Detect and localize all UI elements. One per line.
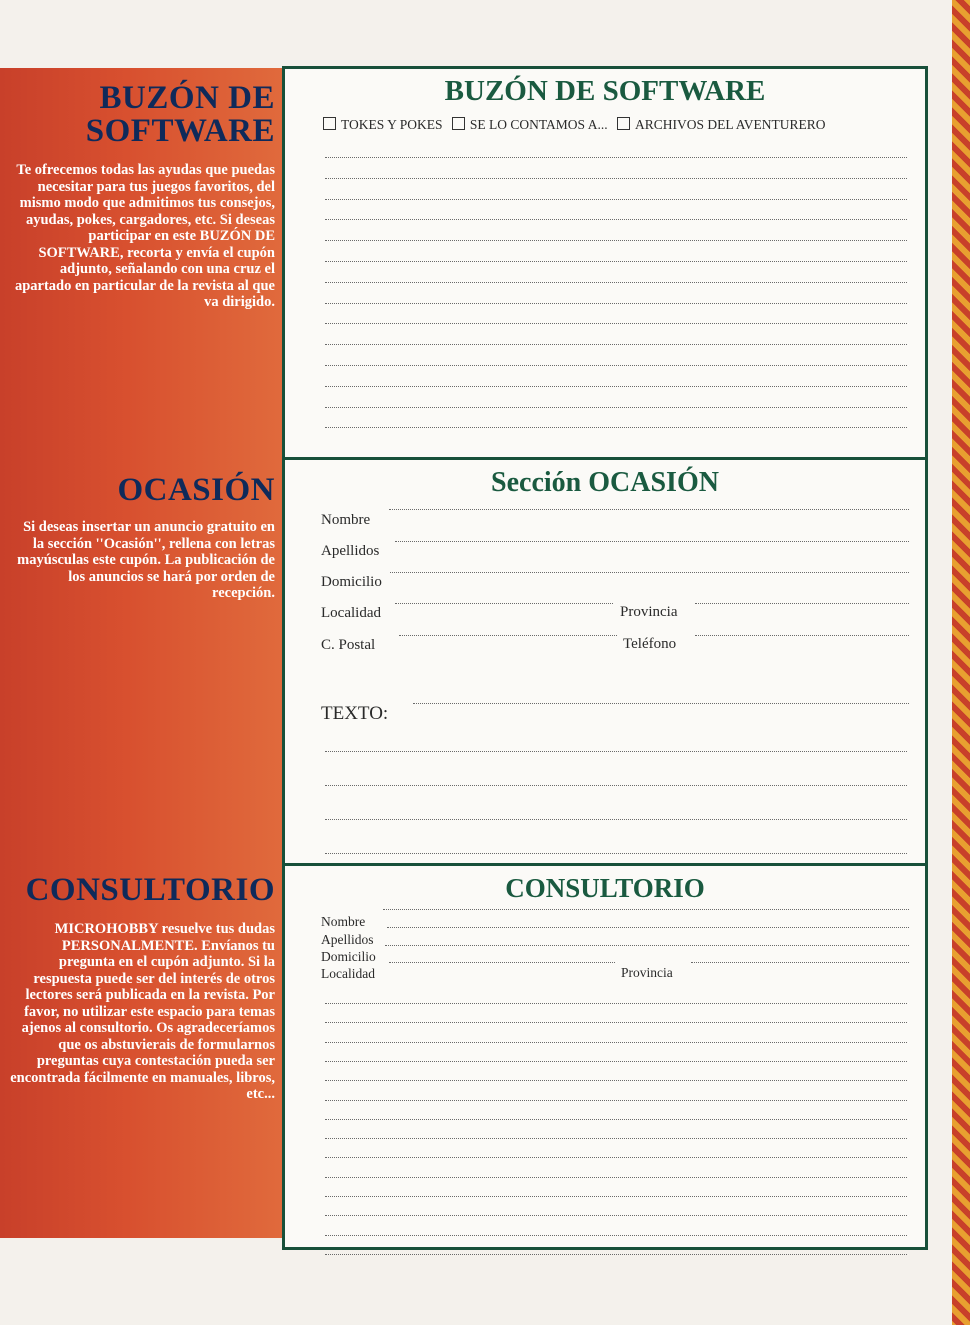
- write-line[interactable]: [325, 751, 907, 752]
- label-texto: TEXTO:: [321, 703, 389, 724]
- write-line[interactable]: [325, 407, 907, 408]
- decorative-border: [948, 0, 970, 1325]
- write-line[interactable]: [325, 1254, 907, 1255]
- consultorio-info: [5, 874, 275, 1103]
- write-line[interactable]: [325, 1003, 907, 1004]
- write-line[interactable]: [325, 1177, 907, 1178]
- ocasion-info: [10, 474, 275, 602]
- telefono-field[interactable]: [695, 635, 909, 636]
- label-localidad: Localidad: [321, 966, 375, 981]
- localidad-field[interactable]: [389, 962, 615, 963]
- write-line[interactable]: [325, 344, 907, 345]
- ocasion-info-title: OCASIÓN: [117, 472, 275, 508]
- apellidos-field[interactable]: [395, 541, 909, 542]
- buzon-info-text: Te ofrecemos todas las ayudas que puedas necesitar para tus juegos favoritos, del mismo modo que admitimos tus consejos, ayudas, pokes, cargadores, etc. Si deseas participar en este BUZÓN DE SOFTWARE, recorta y envía el cupón adjunto, señalando con una cruz el apartado en particular de la revista al que va dirigido.: [14, 162, 275, 310]
- ocasion-coupon-title: Sección OCASIÓN: [491, 467, 719, 498]
- label-provincia: Provincia: [620, 604, 678, 620]
- cpostal-field[interactable]: [399, 635, 617, 636]
- option-archivos[interactable]: ARCHIVOS DEL AVENTURERO: [617, 117, 826, 132]
- buzon-info: [10, 82, 275, 311]
- write-line[interactable]: [325, 819, 907, 820]
- write-line[interactable]: [325, 1080, 907, 1081]
- write-line[interactable]: [325, 1215, 907, 1216]
- provincia-field[interactable]: [695, 603, 909, 604]
- label-telefono: Teléfono: [623, 636, 677, 652]
- write-line[interactable]: [325, 1061, 907, 1062]
- buzon-options: [323, 117, 831, 133]
- write-line[interactable]: [325, 219, 907, 220]
- consultorio-coupon-title: CONSULTORIO: [505, 873, 705, 903]
- write-line[interactable]: [325, 323, 907, 324]
- buzon-coupon-title: BUZÓN DE SOFTWARE: [444, 75, 766, 107]
- label-apellidos: Apellidos: [321, 932, 374, 947]
- write-line[interactable]: [325, 303, 907, 304]
- nombre-field[interactable]: [389, 509, 909, 510]
- write-line[interactable]: [325, 199, 907, 200]
- write-line[interactable]: [325, 1138, 907, 1139]
- consultorio-info-text: MICROHOBBY resuelve tus dudas PERSONALMENTE. Envíanos tu pregunta en el cupón adjunto. Si la respuesta puede ser del interés de otros lectores será publicada en la revista. Por favor, no utilizar este espacio para temas ajenos al consultorio. Os agradeceríamos que os abstuvierais de formularnos preguntas cuya contestación pueda ser encontrada fácilmente en manuales, libros, etc...: [10, 921, 275, 1102]
- write-line[interactable]: [325, 1196, 907, 1197]
- write-line[interactable]: [325, 365, 907, 366]
- domicilio-field[interactable]: [390, 572, 909, 573]
- checkbox-icon[interactable]: [323, 117, 336, 130]
- write-line[interactable]: [325, 1100, 907, 1101]
- write-line[interactable]: [325, 261, 907, 262]
- write-line[interactable]: [325, 853, 907, 854]
- label-cpostal: C. Postal: [321, 637, 376, 653]
- write-line[interactable]: [325, 1022, 907, 1023]
- buzon-info-title: BUZÓN DE SOFTWARE: [85, 80, 275, 149]
- option-contamos[interactable]: SE LO CONTAMOS A...: [452, 117, 608, 132]
- texto-field[interactable]: [413, 703, 909, 704]
- nombre-field[interactable]: [383, 909, 909, 910]
- write-line[interactable]: [325, 1119, 907, 1120]
- info-sidebar: [0, 68, 283, 1238]
- label-nombre: Nombre: [321, 512, 371, 528]
- label-nombre: Nombre: [321, 914, 366, 929]
- write-line[interactable]: [325, 178, 907, 179]
- domicilio-field[interactable]: [385, 945, 909, 946]
- localidad-field[interactable]: [395, 603, 613, 604]
- write-line[interactable]: [325, 1042, 907, 1043]
- apellidos-field[interactable]: [387, 927, 909, 928]
- divider: [285, 457, 925, 460]
- label-apellidos: Apellidos: [321, 543, 380, 559]
- provincia-field[interactable]: [691, 962, 909, 963]
- write-line[interactable]: [325, 785, 907, 786]
- ocasion-info-text: Si deseas insertar un anuncio gratuito en la sección ''Ocasión'', rellena con letras mayúsculas este cupón. La publicación de los anuncios se hará por orden de recepción.: [17, 519, 275, 601]
- write-line[interactable]: [325, 386, 907, 387]
- option-tokes[interactable]: TOKES Y POKES: [323, 117, 443, 132]
- label-domicilio: Domicilio: [321, 574, 382, 590]
- consultorio-info-title: CONSULTORIO: [25, 872, 275, 908]
- write-line[interactable]: [325, 282, 907, 283]
- label-localidad: Localidad: [321, 605, 381, 621]
- write-line[interactable]: [325, 1235, 907, 1236]
- checkbox-icon[interactable]: [617, 117, 630, 130]
- write-line[interactable]: [325, 1157, 907, 1158]
- write-line[interactable]: [325, 157, 907, 158]
- coupon-form: [282, 66, 928, 1250]
- label-provincia: Provincia: [621, 965, 673, 980]
- write-line[interactable]: [325, 240, 907, 241]
- label-domicilio: Domicilio: [321, 949, 376, 964]
- checkbox-icon[interactable]: [452, 117, 465, 130]
- write-line[interactable]: [325, 427, 907, 428]
- divider: [285, 863, 925, 866]
